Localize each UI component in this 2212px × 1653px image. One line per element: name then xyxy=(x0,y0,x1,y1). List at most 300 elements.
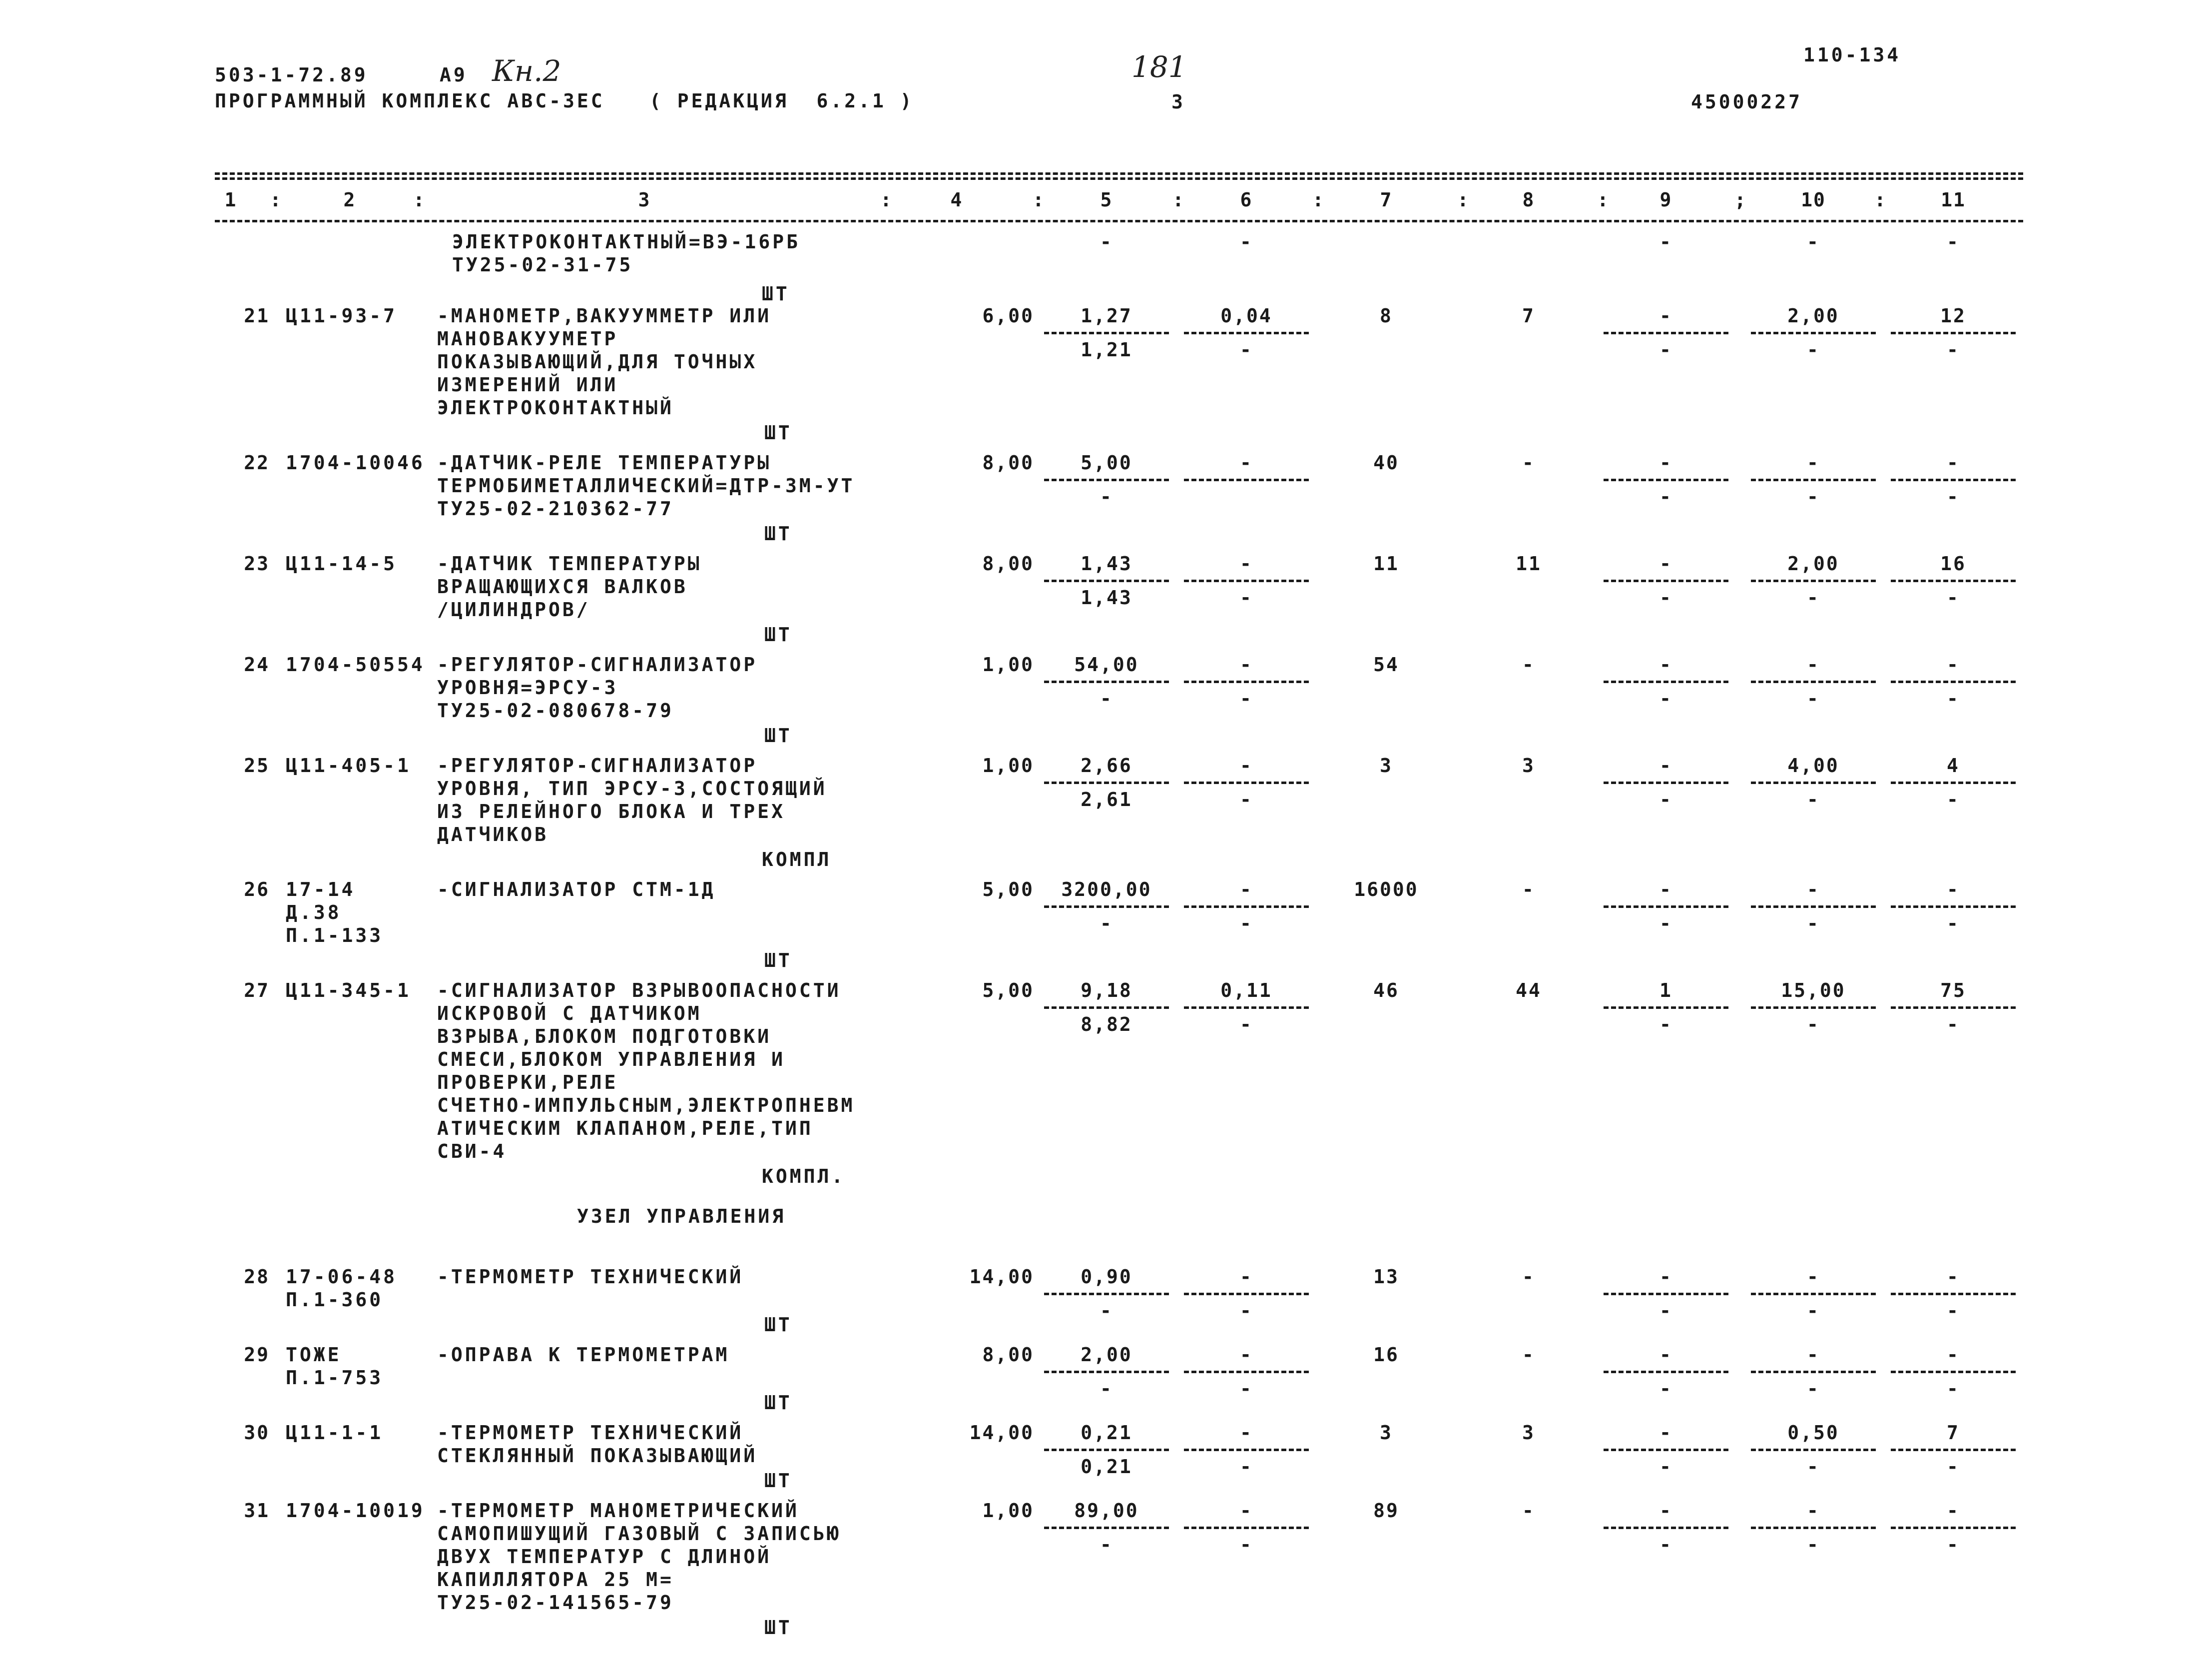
item-number: 24 xyxy=(244,654,270,676)
cell-divider xyxy=(1044,332,1169,334)
item-description-line: ТУ25-02-210362-77 xyxy=(437,498,674,520)
column-header-10: 10 xyxy=(1801,189,1826,211)
cell-col-8: 3 xyxy=(1522,1422,1535,1444)
cell-col-6: - xyxy=(1240,339,1253,361)
item-number: 21 xyxy=(244,305,270,327)
cell-divider xyxy=(1184,905,1309,908)
cell-divider xyxy=(1751,1527,1876,1529)
cell-divider xyxy=(1604,1371,1728,1373)
cell-col-5: - xyxy=(1100,1534,1113,1556)
cell-col-9: - xyxy=(1659,1534,1672,1556)
item-code-line: 1704-10019 xyxy=(286,1500,425,1522)
item-description-line: ВЗРЫВА,БЛОКОМ ПОДГОТОВКИ xyxy=(437,1025,772,1047)
item-unit: ШТ xyxy=(762,283,790,305)
cell-col-7: 40 xyxy=(1373,452,1399,474)
cell-divider xyxy=(1604,332,1728,334)
item-quantity: 1,00 xyxy=(982,654,1034,676)
item-description-line: ЭЛЕКТРОКОНТАКТНЫЙ xyxy=(437,397,674,419)
cell-col-6: - xyxy=(1240,1013,1253,1035)
item-description-line: ТУ25-02-080678-79 xyxy=(437,700,674,722)
cell-col-6: 0,11 xyxy=(1220,979,1272,1001)
cell-col-6: - xyxy=(1240,789,1253,811)
item-unit: КОМПЛ. xyxy=(762,1165,846,1187)
column-separator: ; xyxy=(1734,189,1748,211)
cell-col-5: 2,61 xyxy=(1081,789,1132,811)
cell-col-10: - xyxy=(1807,1534,1820,1556)
item-description-line: -СИГНАЛИЗАТОР СТМ-1Д xyxy=(437,878,716,900)
cell-col-10: - xyxy=(1807,654,1820,676)
item-description-line: -СИГНАЛИЗАТОР ВЗРЫВООПАСНОСТИ xyxy=(437,979,841,1001)
cell-col-6: - xyxy=(1240,912,1253,934)
item-description-line: ИЗ РЕЛЕЙНОГО БЛОКА И ТРЕХ xyxy=(437,801,785,823)
cell-col-11: 12 xyxy=(1940,305,1966,327)
cell-col-6: - xyxy=(1240,1266,1253,1288)
cell-col-10: 2,00 xyxy=(1787,305,1839,327)
cell-divider xyxy=(1751,580,1876,582)
cell-divider xyxy=(1604,1293,1728,1295)
item-code-line: Д.38 xyxy=(286,901,342,923)
cell-col-7: 16 xyxy=(1373,1344,1399,1366)
item-description-line: СТЕКЛЯННЫЙ ПОКАЗЫВАЮЩИЙ xyxy=(437,1445,758,1467)
column-header-1: 1 xyxy=(224,189,237,211)
cell-col-5: - xyxy=(1100,486,1113,508)
cell-col-5: 8,82 xyxy=(1081,1013,1132,1035)
cell-col-6: - xyxy=(1240,755,1253,777)
cell-col-9: - xyxy=(1659,553,1672,575)
item-code-line: Ц11-14-5 xyxy=(286,553,398,575)
item-unit: ШТ xyxy=(764,1617,792,1639)
item-code-line: Ц11-1-1 xyxy=(286,1422,384,1444)
item-description-line: -ОПРАВА К ТЕРМОМЕТРАМ xyxy=(437,1344,730,1366)
cell-col-7: 3 xyxy=(1380,1422,1393,1444)
item-description-line: -РЕГУЛЯТОР-СИГНАЛИЗАТОР xyxy=(437,654,758,676)
cell-col-5: 2,66 xyxy=(1081,755,1132,777)
column-separator: : xyxy=(270,189,284,211)
item-description-line: СЧЕТНО-ИМПУЛЬСНЫМ,ЭЛЕКТРОПНЕВМ xyxy=(437,1094,855,1116)
header-rule-top-2 xyxy=(215,177,2023,180)
item-description-line: САМОПИШУЩИЙ ГАЗОВЫЙ С ЗАПИСЬЮ xyxy=(437,1523,841,1545)
item-description-line: ИЗМЕРЕНИЙ ИЛИ xyxy=(437,374,618,396)
item-number: 31 xyxy=(244,1500,270,1522)
cell-divider xyxy=(1751,1293,1876,1295)
column-header-9: 9 xyxy=(1659,189,1672,211)
item-quantity: 5,00 xyxy=(982,878,1034,900)
cell-divider xyxy=(1184,1006,1309,1009)
cell-col-6: - xyxy=(1240,878,1253,900)
cell-col-5: - xyxy=(1100,1300,1113,1322)
cell-col-11: - xyxy=(1947,789,1960,811)
item-quantity: 14,00 xyxy=(969,1266,1034,1288)
column-separator: : xyxy=(1033,189,1047,211)
cell-divider xyxy=(1604,479,1728,481)
cell-col-6: - xyxy=(1240,587,1253,609)
cell-col-8: - xyxy=(1522,452,1535,474)
item-unit: ШТ xyxy=(764,1392,792,1414)
cell-col-10: 0,50 xyxy=(1787,1422,1839,1444)
item-quantity: 1,00 xyxy=(982,1500,1034,1522)
item-code-line: Ц11-405-1 xyxy=(286,755,411,777)
column-header-11: 11 xyxy=(1941,189,1966,211)
cell-col-9: - xyxy=(1659,755,1672,777)
album-code: А9 xyxy=(440,64,468,86)
cell-col-10: - xyxy=(1807,486,1820,508)
object-code: 45000227 xyxy=(1691,91,1803,113)
cell-divider xyxy=(1044,580,1169,582)
cell-col-10: 15,00 xyxy=(1781,979,1846,1001)
book-number-handwritten: Кн.2 xyxy=(492,54,561,88)
cell-col-9: - xyxy=(1659,305,1672,327)
cell-divider xyxy=(1751,479,1876,481)
item-unit: ШТ xyxy=(764,725,792,747)
item-description-line: ДАТЧИКОВ xyxy=(437,824,549,845)
cell-col-6: - xyxy=(1240,1534,1253,1556)
item-description-line: -МАНОМЕТР,ВАКУУММЕТР ИЛИ xyxy=(437,305,772,327)
item-unit: ШТ xyxy=(764,624,792,646)
cell-divider xyxy=(1751,905,1876,908)
cell-col-9: - xyxy=(1659,1378,1672,1400)
cell-col-9: - xyxy=(1659,231,1672,253)
item-description-line: -ТЕРМОМЕТР ТЕХНИЧЕСКИЙ xyxy=(437,1422,744,1444)
cell-col-10: - xyxy=(1807,1378,1820,1400)
item-code-line: П.1-753 xyxy=(286,1367,384,1389)
cell-col-6: - xyxy=(1240,1378,1253,1400)
cell-col-10: - xyxy=(1807,1013,1820,1035)
cell-col-10: - xyxy=(1807,1344,1820,1366)
cell-col-5: 1,43 xyxy=(1081,553,1132,575)
cell-col-5: 1,43 xyxy=(1081,587,1132,609)
cell-divider xyxy=(1891,1006,2016,1009)
cell-divider xyxy=(1604,1449,1728,1451)
doc-code: 503-1-72.89 xyxy=(215,64,368,86)
cell-col-11: 7 xyxy=(1947,1422,1960,1444)
column-separator: : xyxy=(1597,189,1611,211)
cell-divider xyxy=(1044,1371,1169,1373)
item-unit: ШТ xyxy=(764,422,792,444)
header-rule-bottom xyxy=(215,220,2023,222)
item-unit: ШТ xyxy=(764,1470,792,1492)
column-header-2: 2 xyxy=(343,189,356,211)
item-quantity: 8,00 xyxy=(982,1344,1034,1366)
item-number: 22 xyxy=(244,452,270,474)
cell-divider xyxy=(1891,1527,2016,1529)
cell-col-11: 4 xyxy=(1947,755,1960,777)
cell-divider xyxy=(1604,580,1728,582)
column-separator: : xyxy=(413,189,427,211)
cell-divider xyxy=(1184,1293,1309,1295)
cell-col-6: - xyxy=(1240,688,1253,710)
cell-col-9: - xyxy=(1659,1344,1672,1366)
cell-divider xyxy=(1044,1293,1169,1295)
cell-col-10: - xyxy=(1807,912,1820,934)
cell-col-10: - xyxy=(1807,878,1820,900)
cell-divider xyxy=(1184,1527,1309,1529)
cell-col-11: - xyxy=(1947,654,1960,676)
cell-col-6: - xyxy=(1240,231,1253,253)
cell-col-10: - xyxy=(1807,339,1820,361)
cell-col-11: - xyxy=(1947,1534,1960,1556)
item-description-line: ПОКАЗЫВАЮЩИЙ,ДЛЯ ТОЧНЫХ xyxy=(437,351,758,373)
item-quantity: 6,00 xyxy=(982,305,1034,327)
cell-col-8: - xyxy=(1522,878,1535,900)
cell-col-9: - xyxy=(1659,486,1672,508)
item-description-line: ИСКРОВОЙ С ДАТЧИКОМ xyxy=(437,1002,702,1024)
item-unit: КОМПЛ xyxy=(762,848,832,870)
cell-col-5: 9,18 xyxy=(1081,979,1132,1001)
cell-col-10: - xyxy=(1807,587,1820,609)
item-code-line: П.1-360 xyxy=(286,1289,384,1311)
cell-col-7: 3 xyxy=(1380,755,1393,777)
item-number: 26 xyxy=(244,878,270,900)
cell-divider xyxy=(1891,782,2016,784)
cell-col-5: - xyxy=(1100,231,1113,253)
cell-divider xyxy=(1184,1449,1309,1451)
column-header-5: 5 xyxy=(1100,189,1113,211)
cell-divider xyxy=(1604,782,1728,784)
cell-col-5: 3200,00 xyxy=(1061,878,1152,900)
cell-col-6: - xyxy=(1240,553,1253,575)
cell-col-5: 54,00 xyxy=(1074,654,1139,676)
cell-col-7: 13 xyxy=(1373,1266,1399,1288)
item-description-line: КАПИЛЛЯТОРА 25 М= xyxy=(437,1569,674,1591)
cell-col-6: - xyxy=(1240,1344,1253,1366)
item-description-line: МАНОВАКУУМЕТР xyxy=(437,328,618,350)
item-code-line: Ц11-93-7 xyxy=(286,305,398,327)
item-code-line: 1704-10046 xyxy=(286,452,425,474)
cell-col-5: 2,00 xyxy=(1081,1344,1132,1366)
cell-col-8: - xyxy=(1522,1344,1535,1366)
cell-divider xyxy=(1184,479,1309,481)
cell-col-11: - xyxy=(1947,878,1960,900)
cell-divider xyxy=(1044,1449,1169,1451)
cell-divider xyxy=(1751,681,1876,683)
cell-col-9: - xyxy=(1659,1013,1672,1035)
cell-divider xyxy=(1891,332,2016,334)
cell-col-9: - xyxy=(1659,1456,1672,1478)
column-header-4: 4 xyxy=(950,189,963,211)
cell-col-10: - xyxy=(1807,231,1820,253)
cell-col-6: - xyxy=(1240,654,1253,676)
column-header-7: 7 xyxy=(1380,189,1393,211)
item-quantity: 14,00 xyxy=(969,1422,1034,1444)
cell-divider xyxy=(1044,479,1169,481)
item-code-line: 17-14 xyxy=(286,878,356,900)
cell-divider xyxy=(1044,1006,1169,1009)
column-separator: : xyxy=(1874,189,1888,211)
item-description-line: -ДАТЧИК-РЕЛЕ ТЕМПЕРАТУРЫ xyxy=(437,452,772,474)
item-description-line: ТУ25-02-31-75 xyxy=(452,254,633,276)
cell-divider xyxy=(1891,681,2016,683)
item-unit: ШТ xyxy=(764,523,792,545)
cell-col-6: - xyxy=(1240,1456,1253,1478)
cell-col-7: 54 xyxy=(1373,654,1399,676)
item-description-line: УРОВНЯ=ЭРСУ-3 xyxy=(437,677,618,699)
cell-divider xyxy=(1751,782,1876,784)
item-description-line: ТЕРМОБИМЕТАЛЛИЧЕСКИЙ=ДТР-3М-УТ xyxy=(437,475,855,497)
cell-col-7: 16000 xyxy=(1354,878,1419,900)
cell-col-5: 1,21 xyxy=(1081,339,1132,361)
column-separator: : xyxy=(1312,189,1326,211)
cell-col-11: - xyxy=(1947,688,1960,710)
cell-col-6: - xyxy=(1240,1422,1253,1444)
item-description-line: СВИ-4 xyxy=(437,1140,507,1162)
item-description-line: УРОВНЯ, ТИП ЭРСУ-3,СОСТОЯЩИЙ xyxy=(437,778,827,800)
item-unit: ШТ xyxy=(764,949,792,971)
item-description-line: -ТЕРМОМЕТР ТЕХНИЧЕСКИЙ xyxy=(437,1266,744,1288)
item-number: 28 xyxy=(244,1266,270,1288)
cell-divider xyxy=(1184,1371,1309,1373)
item-quantity: 8,00 xyxy=(982,553,1034,575)
cell-col-11: - xyxy=(1947,1013,1960,1035)
cell-divider xyxy=(1891,905,2016,908)
item-description-line: ПРОВЕРКИ,РЕЛЕ xyxy=(437,1071,618,1093)
column-separator: : xyxy=(1172,189,1186,211)
item-quantity: 1,00 xyxy=(982,755,1034,777)
item-number: 23 xyxy=(244,553,270,575)
cell-col-10: - xyxy=(1807,452,1820,474)
cell-divider xyxy=(1604,1527,1728,1529)
cell-col-10: 2,00 xyxy=(1787,553,1839,575)
column-header-3: 3 xyxy=(638,189,651,211)
item-quantity: 8,00 xyxy=(982,452,1034,474)
cell-col-5: 5,00 xyxy=(1081,452,1132,474)
cell-col-5: 0,21 xyxy=(1081,1422,1132,1444)
column-separator: : xyxy=(880,189,894,211)
cell-divider xyxy=(1751,1449,1876,1451)
item-number: 25 xyxy=(244,755,270,777)
cell-col-5: - xyxy=(1100,688,1113,710)
cell-col-11: - xyxy=(1947,1300,1960,1322)
cell-col-11: 75 xyxy=(1940,979,1966,1001)
cell-col-9: - xyxy=(1659,789,1672,811)
cell-divider xyxy=(1044,1527,1169,1529)
item-number: 30 xyxy=(244,1422,270,1444)
column-header-6: 6 xyxy=(1240,189,1253,211)
cell-col-9: - xyxy=(1659,452,1672,474)
column-header-8: 8 xyxy=(1522,189,1535,211)
cell-divider xyxy=(1184,782,1309,784)
cell-col-5: - xyxy=(1100,1378,1113,1400)
cell-divider xyxy=(1604,1006,1728,1009)
cell-col-10: - xyxy=(1807,1500,1820,1522)
cell-col-6: - xyxy=(1240,1300,1253,1322)
cell-col-9: - xyxy=(1659,1422,1672,1444)
cell-divider xyxy=(1604,905,1728,908)
cell-col-11: - xyxy=(1947,1266,1960,1288)
item-description-line: ВРАЩАЮЩИХСЯ ВАЛКОВ xyxy=(437,576,688,598)
cell-divider xyxy=(1891,1293,2016,1295)
cell-divider xyxy=(1184,681,1309,683)
item-description-line: -ТЕРМОМЕТР МАНОМЕТРИЧЕСКИЙ xyxy=(437,1500,799,1522)
cell-col-11: - xyxy=(1947,1344,1960,1366)
cell-divider xyxy=(1751,1371,1876,1373)
cell-col-7: 89 xyxy=(1373,1500,1399,1522)
program-edition: ( РЕДАКЦИЯ 6.2.1 ) xyxy=(649,90,914,112)
item-description-line: СМЕСИ,БЛОКОМ УПРАВЛЕНИЯ И xyxy=(437,1048,785,1070)
cell-col-8: 44 xyxy=(1516,979,1542,1001)
cell-col-8: - xyxy=(1522,654,1535,676)
item-description-line: ЭЛЕКТРОКОНТАКТНЫЙ=ВЭ-16РБ xyxy=(452,231,800,253)
item-description-line: ДВУХ ТЕМПЕРАТУР С ДЛИНОЙ xyxy=(437,1546,772,1568)
cell-col-9: - xyxy=(1659,587,1672,609)
cell-col-8: - xyxy=(1522,1266,1535,1288)
cell-col-5: 89,00 xyxy=(1074,1500,1139,1522)
cell-divider xyxy=(1604,681,1728,683)
cell-col-8: 3 xyxy=(1522,755,1535,777)
item-description-line: -РЕГУЛЯТОР-СИГНАЛИЗАТОР xyxy=(437,755,758,777)
cell-col-11: - xyxy=(1947,1378,1960,1400)
cell-col-9: - xyxy=(1659,339,1672,361)
item-number: 29 xyxy=(244,1344,270,1366)
cell-col-11: - xyxy=(1947,452,1960,474)
cell-col-11: - xyxy=(1947,339,1960,361)
cell-col-7: 46 xyxy=(1373,979,1399,1001)
cell-col-5: 0,90 xyxy=(1081,1266,1132,1288)
cell-col-9: - xyxy=(1659,1266,1672,1288)
cell-divider xyxy=(1891,1449,2016,1451)
cell-col-11: - xyxy=(1947,231,1960,253)
item-description-line: -ДАТЧИК ТЕМПЕРАТУРЫ xyxy=(437,553,702,575)
page-number-handwritten: 181 xyxy=(1131,50,1187,84)
cell-col-9: 1 xyxy=(1659,979,1672,1001)
cell-col-5: 1,27 xyxy=(1081,305,1132,327)
cell-col-10: - xyxy=(1807,1266,1820,1288)
cell-col-9: - xyxy=(1659,688,1672,710)
cell-col-11: - xyxy=(1947,1456,1960,1478)
cell-divider xyxy=(1891,1371,2016,1373)
item-code-line: ТОЖЕ xyxy=(286,1344,342,1366)
section-title: УЗЕЛ УПРАВЛЕНИЯ xyxy=(577,1205,786,1227)
cell-col-10: 4,00 xyxy=(1787,755,1839,777)
cell-col-9: - xyxy=(1659,1300,1672,1322)
item-description-line: ТУ25-02-141565-79 xyxy=(437,1592,674,1614)
page-code: 110-134 xyxy=(1803,44,1901,66)
cell-col-11: 16 xyxy=(1940,553,1966,575)
cell-col-7: 8 xyxy=(1380,305,1393,327)
cell-col-9: - xyxy=(1659,1500,1672,1522)
cell-divider xyxy=(1184,332,1309,334)
cell-col-6: - xyxy=(1240,1500,1253,1522)
item-code-line: Ц11-345-1 xyxy=(286,979,411,1001)
item-code-line: П.1-133 xyxy=(286,924,384,946)
cell-col-11: - xyxy=(1947,587,1960,609)
cell-col-5: - xyxy=(1100,912,1113,934)
cell-col-8: - xyxy=(1522,1500,1535,1522)
cell-divider xyxy=(1751,1006,1876,1009)
cell-col-9: - xyxy=(1659,878,1672,900)
cell-divider xyxy=(1184,580,1309,582)
cell-col-7: 11 xyxy=(1373,553,1399,575)
cell-divider xyxy=(1891,580,2016,582)
cell-col-6: 0,04 xyxy=(1220,305,1272,327)
item-unit: ШТ xyxy=(764,1314,792,1336)
cell-col-11: - xyxy=(1947,1500,1960,1522)
cell-divider xyxy=(1891,479,2016,481)
item-code-line: 1704-50554 xyxy=(286,654,425,676)
item-code-line: 17-06-48 xyxy=(286,1266,398,1288)
program-name: ПРОГРАММНЫЙ КОМПЛЕКС АВС-3ЕС xyxy=(215,90,605,112)
cell-col-10: - xyxy=(1807,688,1820,710)
item-description-line: /ЦИЛИНДРОВ/ xyxy=(437,599,590,621)
cell-divider xyxy=(1044,782,1169,784)
item-description-line: АТИЧЕСКИМ КЛАПАНОМ,РЕЛЕ,ТИП xyxy=(437,1117,813,1139)
cell-col-10: - xyxy=(1807,789,1820,811)
cell-divider xyxy=(1044,681,1169,683)
cell-col-10: - xyxy=(1807,1300,1820,1322)
column-separator: : xyxy=(1457,189,1471,211)
cell-divider xyxy=(1751,332,1876,334)
item-quantity: 5,00 xyxy=(982,979,1034,1001)
item-number: 27 xyxy=(244,979,270,1001)
